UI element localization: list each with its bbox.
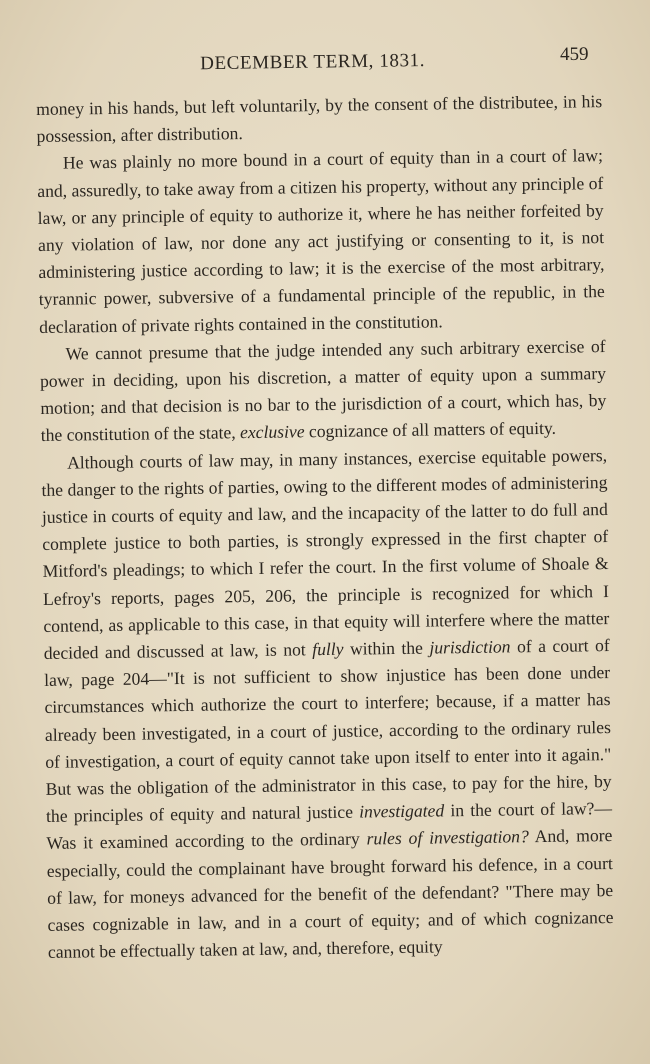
paragraph: [41, 442, 614, 967]
body-text: [36, 88, 614, 966]
text-span: We cannot presume that the judge intended any such arbitrary exercise of power in deciding, upon his discretion, a matter of equity upon a summary motion; and that decision is no bar to the jurisdiction of a court, which has, by the constitution of the state,: [39, 335, 607, 446]
running-head: DECEMBER TERM, 1831.: [200, 50, 426, 75]
text-span: cognizance of all matters of equity.: [308, 418, 557, 442]
text-span: in the court of law?—Was it examined according to the ordinary: [46, 798, 613, 854]
italic-text: fully: [312, 638, 344, 660]
text-span: And, more especially, could the complainant have brought forward his defence, in a court of law, for moneys advanced for the benefit of the defendant? "There may be cases cognizable in law, and in a court of equity; and of which cognizance cannot be effectually taken at law, and, therefore, equity: [46, 825, 614, 963]
italic-text: jurisdiction: [429, 636, 511, 658]
italic-text: investigated: [359, 800, 445, 822]
paragraph: [39, 333, 606, 450]
text-span: Although courts of law may, in many instances, exercise equitable powers, the danger to the rights of parties, owing to the different modes of administering justice in courts of equity and law, and the incapacity of the latter to do full and complete justice to both parties, is strongly expressed in the first chapter of Mitford's pleadings; to which I refer the court. In the first volume of Shoale & Lefroy's reports, pages 205, 206, the principle is recognized for which I contend, as applicable to this case, in that equity will interfere where the matter decided and discussed at law, is not: [41, 444, 610, 664]
text-span: He was plainly no more bound in a court of equity than in a court of law; and, assuredly, to take away from a citizen his property, without any principle of law, or any principle of equity to authorize it, where he has neither forfeited by any violation of law, nor done any act justifying or consenting to it, is not administering justice according to law; it is the exercise of the most arbitrary, tyrannic power, subversive of a fundamental principle of the republic, in the declaration of private rights contained in the constitution.: [37, 145, 605, 337]
page-number: 459: [559, 43, 589, 66]
text-span: money in his hands, but left voluntarily, by the consent of the distributee, in his possession, after distribution.: [36, 91, 603, 147]
page-header: [0, 43, 650, 82]
text-span: within the: [349, 637, 424, 659]
paragraph: [37, 142, 606, 340]
italic-text: exclusive: [239, 421, 305, 443]
italic-text: rules of investigation?: [366, 826, 529, 849]
paragraph-continuation: [36, 88, 603, 150]
text-span: of a court of law, page 204—"It is not sufficient to show injustice has been done under circumstances which authorize the court to interfere; because, if a matter has already been investigated, in a court of justice, according to the ordinary rules of investigation, a court of equity cannot take upon itself to enter into it again." But was the obligation of the administrator in this case, to pay for the hire, by the principles of equity and natural justice: [44, 635, 612, 827]
